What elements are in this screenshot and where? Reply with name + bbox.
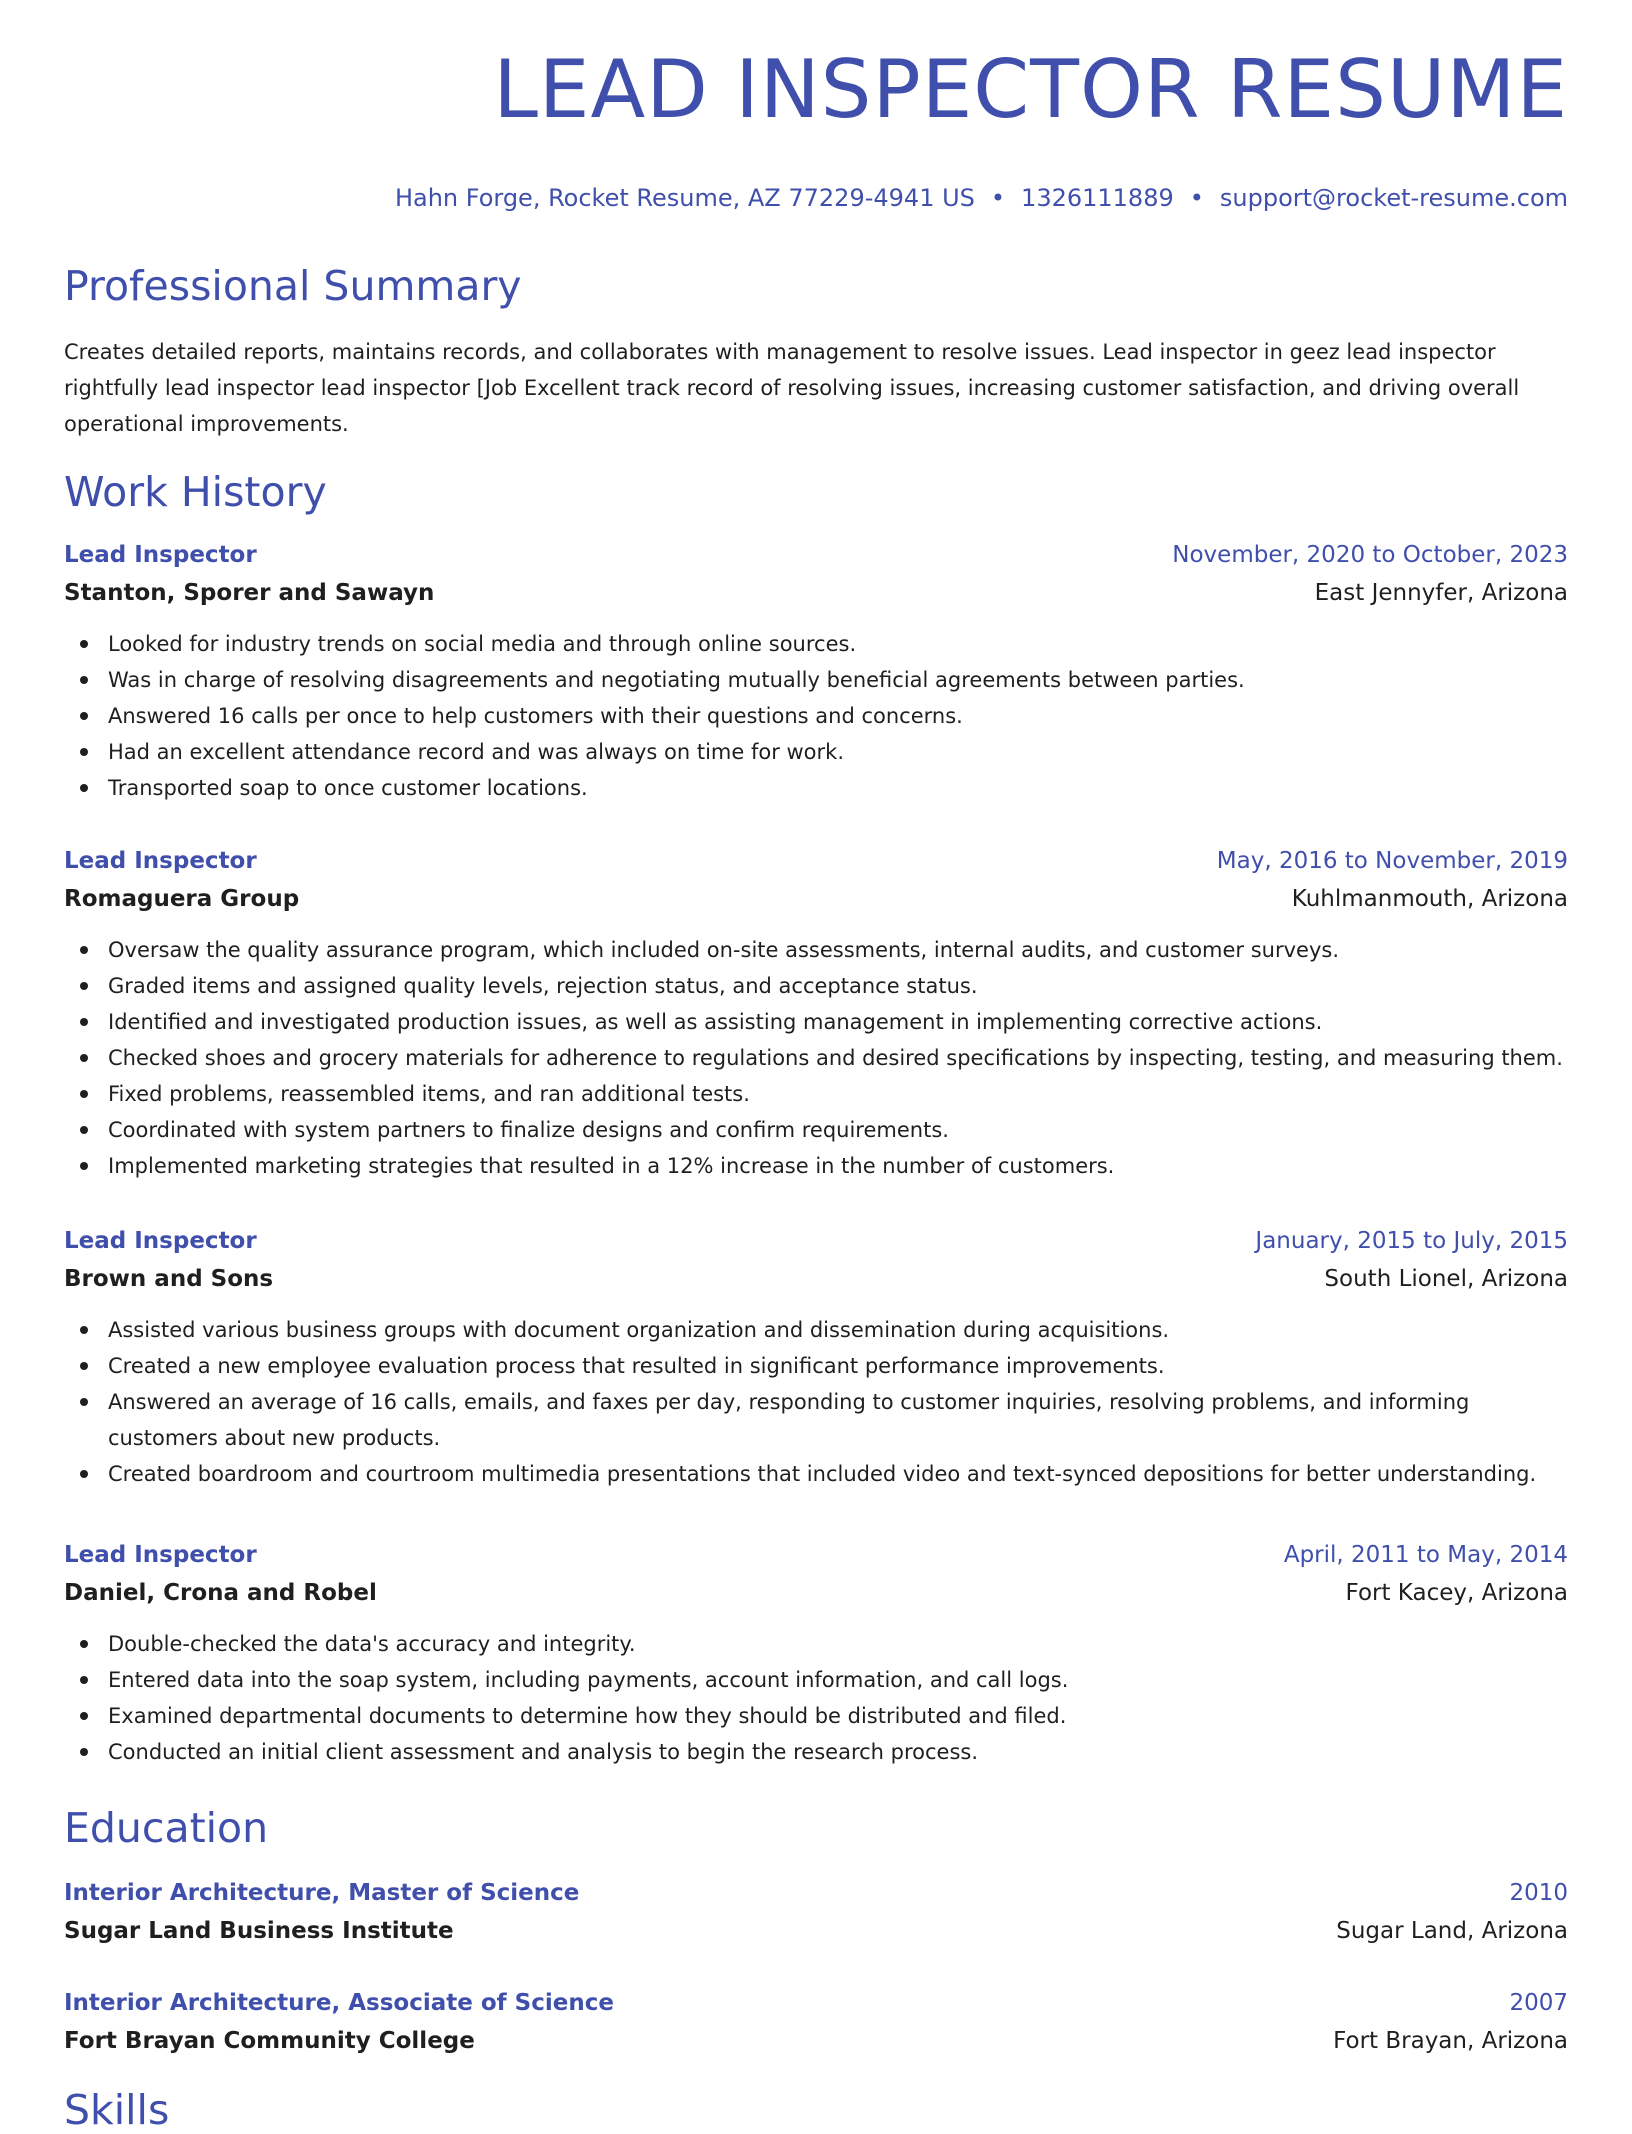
list-item [64,1626,1568,1662]
job-company-row [64,1574,1568,1612]
job-title: Lead Inspector [64,848,257,874]
contact-line [395,182,1568,214]
list-item [64,1040,1568,1076]
bullet-text: Entered data into the soap system, including payments, account information, and call logs. [108,1668,1069,1692]
bullet-text: Looked for industry trends on social media and through online sources. [108,632,857,656]
job-company-row [64,880,1568,918]
job-title-row [64,842,1568,880]
job-dates: January, 2015 to July, 2015 [1255,1228,1568,1254]
job-company: Stanton, Sporer and Sawayn [64,580,435,606]
education-degree: Interior Architecture, Associate of Science [64,1990,614,2016]
section-title-education: Education [64,1804,269,1852]
contact-separator: • [990,184,1006,212]
bullet-dot [80,784,88,792]
bullet-dot [80,982,88,990]
education-entry [64,1874,1568,1950]
list-item [64,1662,1568,1698]
bullet-text: Was in charge of resolving disagreements and negotiating mutually beneficial agreements between parties. [108,668,1245,692]
list-item [64,770,1568,806]
list-item [64,1004,1568,1040]
job-company: Daniel, Crona and Robel [64,1580,377,1606]
bullet-dot [80,1162,88,1170]
section-title-work-history: Work History [64,468,327,516]
job-bullets [64,1626,1568,1770]
bullet-text: Created a new employee evaluation process that resulted in significant performance improvements. [108,1354,1165,1378]
bullet-text: Oversaw the quality assurance program, which included on-site assessments, internal audits, and customer surveys. [108,938,1340,962]
bullet-text: Graded items and assigned quality levels, rejection status, and acceptance status. [108,974,978,998]
job-title: Lead Inspector [64,542,257,568]
section-title-summary: Professional Summary [64,262,522,310]
summary-text: Creates detailed reports, maintains records, and collaborates with management to resolve issues. Lead inspector in geez lead inspector rightfully lead inspector lead inspector [Job Excellent track record of resolving issues, increasing customer satisfaction, and driving overall operational improvements. [64,340,1520,436]
resume-title: LEAD INSPECTOR RESUME [493,43,1568,136]
list-item [64,698,1568,734]
list-item [64,734,1568,770]
job-title-row [64,1536,1568,1574]
job-location: Fort Kacey, Arizona [1345,1580,1568,1606]
bullet-text: Conducted an initial client assessment and analysis to begin the research process. [108,1740,979,1764]
job-location: East Jennyfer, Arizona [1314,580,1568,606]
job-dates: May, 2016 to November, 2019 [1216,848,1568,874]
bullet-text: Assisted various business groups with document organization and dissemination during acquisitions. [108,1318,1170,1342]
job-entry [64,1536,1568,1770]
section-title-skills: Skills [64,2086,170,2134]
list-item [64,1384,1568,1456]
bullet-dot [80,1712,88,1720]
bullet-text: Answered an average of 16 calls, emails, and faxes per day, responding to customer inquiries, resolving problems, and informing customers about new products. [108,1390,1470,1450]
education-location: Sugar Land, Arizona [1336,1918,1568,1944]
education-degree-row [64,1874,1568,1912]
education-location: Fort Brayan, Arizona [1333,2028,1568,2054]
bullet-text: Fixed problems, reassembled items, and ran additional tests. [108,1082,750,1106]
job-title: Lead Inspector [64,1228,257,1254]
job-entry [64,1222,1568,1492]
job-company: Romaguera Group [64,886,300,912]
list-item [64,1348,1568,1384]
education-entry [64,1984,1568,2060]
list-item [64,1312,1568,1348]
bullet-dot [80,1126,88,1134]
job-title-row [64,536,1568,574]
bullet-text: Transported soap to once customer locations. [108,776,588,800]
education-school: Fort Brayan Community College [64,2028,475,2054]
contact-email[interactable]: support@rocket-resume.com [1219,184,1568,212]
bullet-dot [80,1326,88,1334]
list-item [64,626,1568,662]
list-item [64,1734,1568,1770]
bullet-dot [80,1748,88,1756]
job-entry [64,536,1568,806]
education-degree-row [64,1984,1568,2022]
job-title-row [64,1222,1568,1260]
bullet-text: Identified and investigated production issues, as well as assisting management in implementing corrective actions. [108,1010,1323,1034]
list-item [64,1698,1568,1734]
bullet-dot [80,1676,88,1684]
list-item [64,1148,1568,1184]
list-item [64,1456,1568,1492]
job-dates: April, 2011 to May, 2014 [1283,1542,1568,1568]
job-location: Kuhlmanmouth, Arizona [1291,886,1568,912]
contact-address: Hahn Forge, Rocket Resume, AZ 77229-4941 US [394,184,975,212]
list-item [64,968,1568,1004]
bullet-dot [80,1640,88,1648]
job-entry [64,842,1568,1184]
education-school-row [64,2022,1568,2060]
job-company-row [64,574,1568,612]
job-dates: November, 2020 to October, 2023 [1172,542,1568,568]
job-bullets [64,1312,1568,1492]
job-bullets [64,626,1568,806]
bullet-text: Double-checked the data's accuracy and integrity. [108,1632,636,1656]
bullet-dot [80,676,88,684]
bullet-dot [80,1018,88,1026]
bullet-dot [80,1090,88,1098]
job-bullets [64,932,1568,1184]
list-item [64,662,1568,698]
job-company-row [64,1260,1568,1298]
bullet-dot [80,1362,88,1370]
education-year: 2010 [1509,1880,1568,1906]
bullet-text: Implemented marketing strategies that resulted in a 12% increase in the number of customers. [108,1154,1115,1178]
job-title: Lead Inspector [64,1542,257,1568]
list-item [64,932,1568,968]
bullet-text: Examined departmental documents to determine how they should be distributed and filed. [108,1704,1067,1728]
bullet-text: Checked shoes and grocery materials for adherence to regulations and desired specifications by inspecting, testing, and measuring them. [108,1046,1563,1070]
bullet-dot [80,946,88,954]
education-degree: Interior Architecture, Master of Science [64,1880,580,1906]
bullet-text: Answered 16 calls per once to help customers with their questions and concerns. [108,704,963,728]
education-year: 2007 [1509,1990,1568,2016]
bullet-dot [80,1470,88,1478]
contact-separator: • [1189,184,1204,212]
list-item [64,1076,1568,1112]
bullet-dot [80,1054,88,1062]
bullet-text: Had an excellent attendance record and was always on time for work. [108,740,845,764]
list-item [64,1112,1568,1148]
bullet-text: Created boardroom and courtroom multimedia presentations that included video and text-synced depositions for better understanding. [108,1462,1537,1486]
job-location: South Lionel, Arizona [1324,1266,1568,1292]
bullet-text: Coordinated with system partners to finalize designs and confirm requirements. [108,1118,949,1142]
job-company: Brown and Sons [64,1266,274,1292]
bullet-dot [80,640,88,648]
bullet-dot [80,712,88,720]
education-school-row [64,1912,1568,1950]
education-school: Sugar Land Business Institute [64,1918,454,1944]
bullet-dot [80,748,88,756]
contact-phone: 1326111889 [1021,184,1174,212]
bullet-dot [80,1398,88,1406]
